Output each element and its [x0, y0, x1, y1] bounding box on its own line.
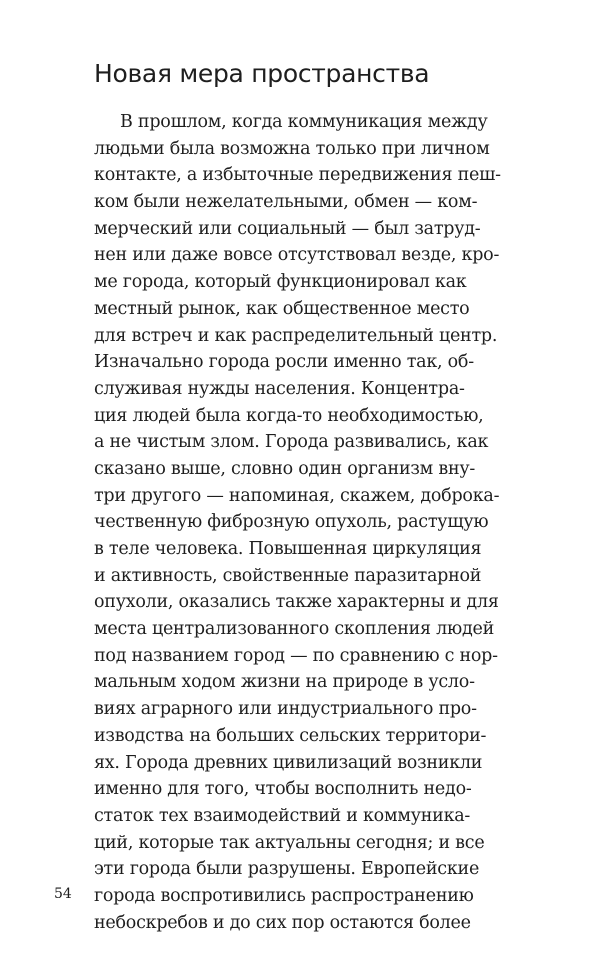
text-line: изводства на больших сельских территори- [94, 725, 487, 746]
section-heading: Новая мера пространства [94, 59, 430, 88]
text-line: под названием город — по сравнению с нор- [94, 645, 498, 666]
text-line: города воспротивились распространению [94, 885, 474, 906]
text-line: ций, которые так актуальны сегодня; и все [94, 832, 485, 853]
text-line: мальным ходом жизни на природе в усло- [94, 672, 475, 693]
text-line: ком были нежелательными, обмен — ком- [94, 192, 478, 213]
text-line: для встреч и как распределительный центр. [94, 325, 498, 346]
body-text [94, 109, 514, 936]
text-line: именно для того, чтобы восполнить недо- [94, 779, 472, 800]
text-line: эти города были разрушены. Европейские [94, 859, 480, 880]
text-line: ме города, который функционировал как [94, 272, 467, 293]
text-line: три другого — напоминая, скажем, доброка- [94, 485, 500, 506]
text-line: а не чистым злом. Города развивались, как [94, 432, 489, 453]
text-line: контакте, а избыточные передвижения пеш- [94, 165, 501, 186]
text-line: В прошлом, когда коммуникация между [120, 112, 488, 132]
text-line: виях аграрного или индустриального про- [94, 699, 477, 720]
text-line: чественную фиброзную опухоль, растущую [94, 512, 489, 533]
text-line: ях. Города древних цивилизаций возникли [94, 752, 483, 773]
text-line: опухоли, оказались также характерны и для [94, 592, 499, 613]
text-line: сказано выше, словно один организм вну- [94, 458, 476, 479]
text-line: нен или даже вовсе отсутствовал везде, кро- [94, 245, 500, 266]
text-line: места централизованного скопления людей [94, 619, 495, 640]
text-line: статок тех взаимодействий и коммуника- [94, 805, 471, 826]
text-line: местный рынок, как общественное место [94, 298, 470, 319]
text-line: мерческий или социальный — был затруд- [94, 218, 481, 239]
text-line: людьми была возможна только при личном [94, 138, 490, 159]
text-line: в теле человека. Повышенная циркуляция [94, 539, 482, 559]
text-line: и активность, свойственные паразитарной [94, 565, 482, 586]
text-line: ция людей была когда-то необходимостью, [94, 405, 484, 426]
page-number: 54 [54, 886, 72, 902]
text-line: служивая нужды населения. Концентра- [94, 378, 465, 399]
text-line: Изначально города росли именно так, об- [94, 352, 474, 373]
text-line: небоскребов и до сих пор остаются более [94, 912, 471, 933]
